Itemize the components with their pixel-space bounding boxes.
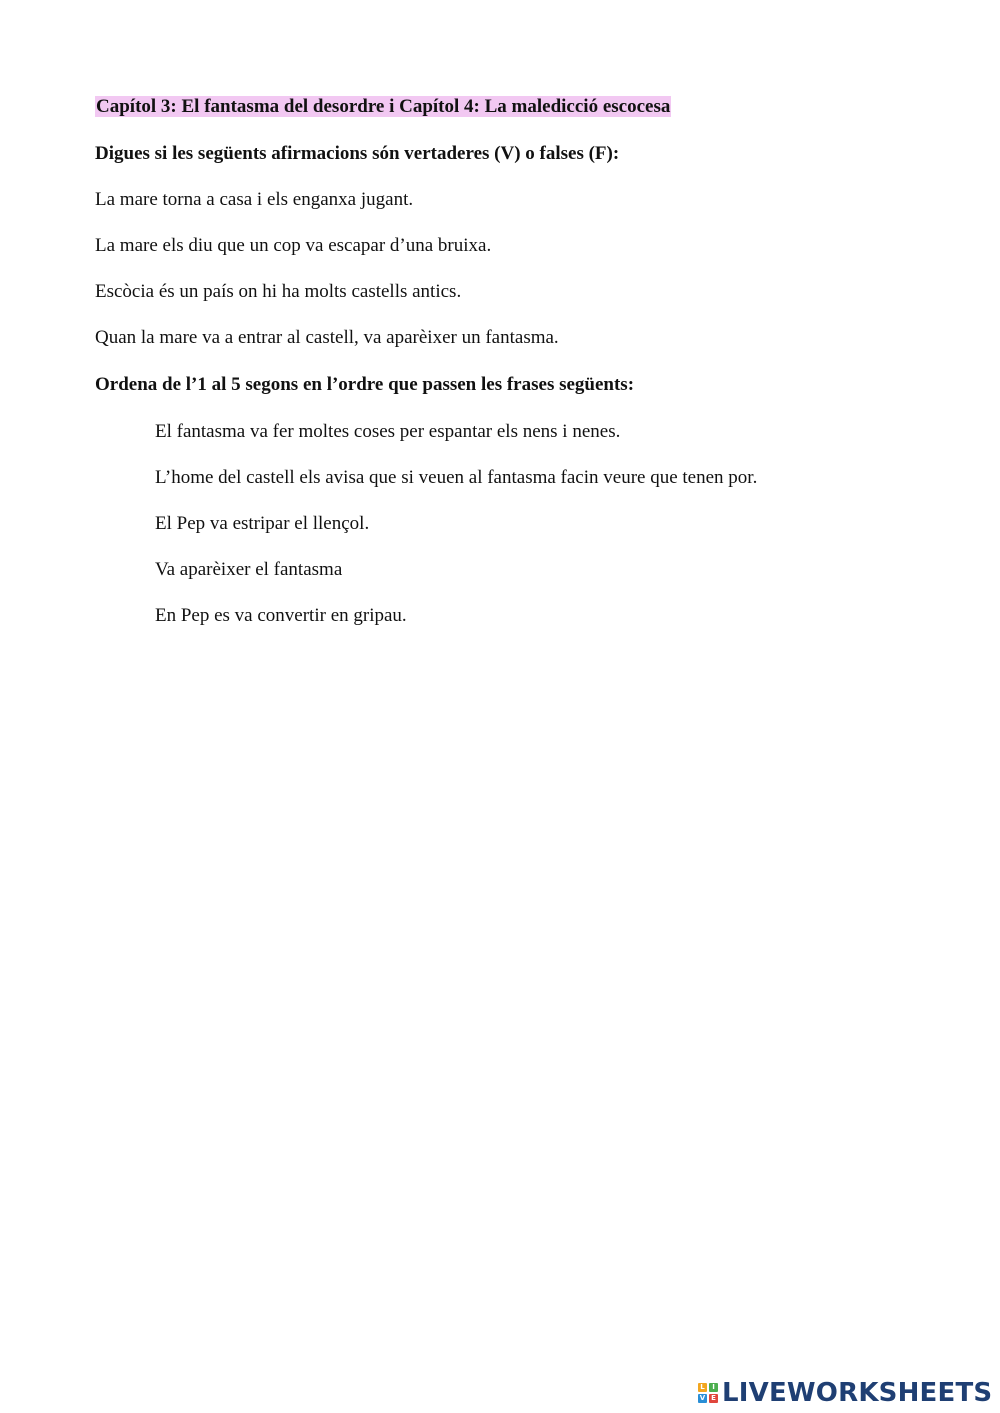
order-sentence-4: Va aparèixer el fantasma xyxy=(155,559,343,580)
statement-1: La mare torna a casa i els enganxa jugant. xyxy=(95,189,414,210)
liveworksheets-logo xyxy=(698,1380,992,1406)
ordering-instruction: Ordena de l’1 al 5 segons en l’ordre que passen les frases següents: xyxy=(95,374,635,395)
order-sentence-1: El fantasma va fer moltes coses per espantar els nens i nenes. xyxy=(155,421,621,442)
page-title-line xyxy=(95,96,671,118)
statement-4: Quan la mare va a entrar al castell, va aparèixer un fantasma. xyxy=(95,327,559,348)
liveworksheets-wordmark: LIVEWORKSHEETS xyxy=(722,1378,993,1408)
statement-3: Escòcia és un país on hi ha molts castells antics. xyxy=(95,281,462,302)
logo-mark-letter: I xyxy=(709,1383,718,1392)
order-sentence-3: El Pep va estripar el llençol. xyxy=(155,513,370,534)
true-false-instruction: Digues si les següents afirmacions són vertaderes (V) o falses (F): xyxy=(95,143,620,164)
order-sentence-2: L’home del castell els avisa que si veuen al fantasma facin veure que tenen por. xyxy=(155,467,758,488)
order-sentence-5: En Pep es va convertir en gripau. xyxy=(155,605,407,626)
logo-mark-letter: V xyxy=(699,1394,706,1402)
logo-mark-letter: L xyxy=(698,1383,707,1392)
statement-2: La mare els diu que un cop va escapar d’una bruixa. xyxy=(95,235,492,256)
liveworksheets-mark-icon xyxy=(698,1383,718,1403)
logo-mark-letter: E xyxy=(709,1394,718,1403)
page-title: Capítol 3: El fantasma del desordre i Capítol 4: La maledicció escocesa xyxy=(96,96,671,117)
